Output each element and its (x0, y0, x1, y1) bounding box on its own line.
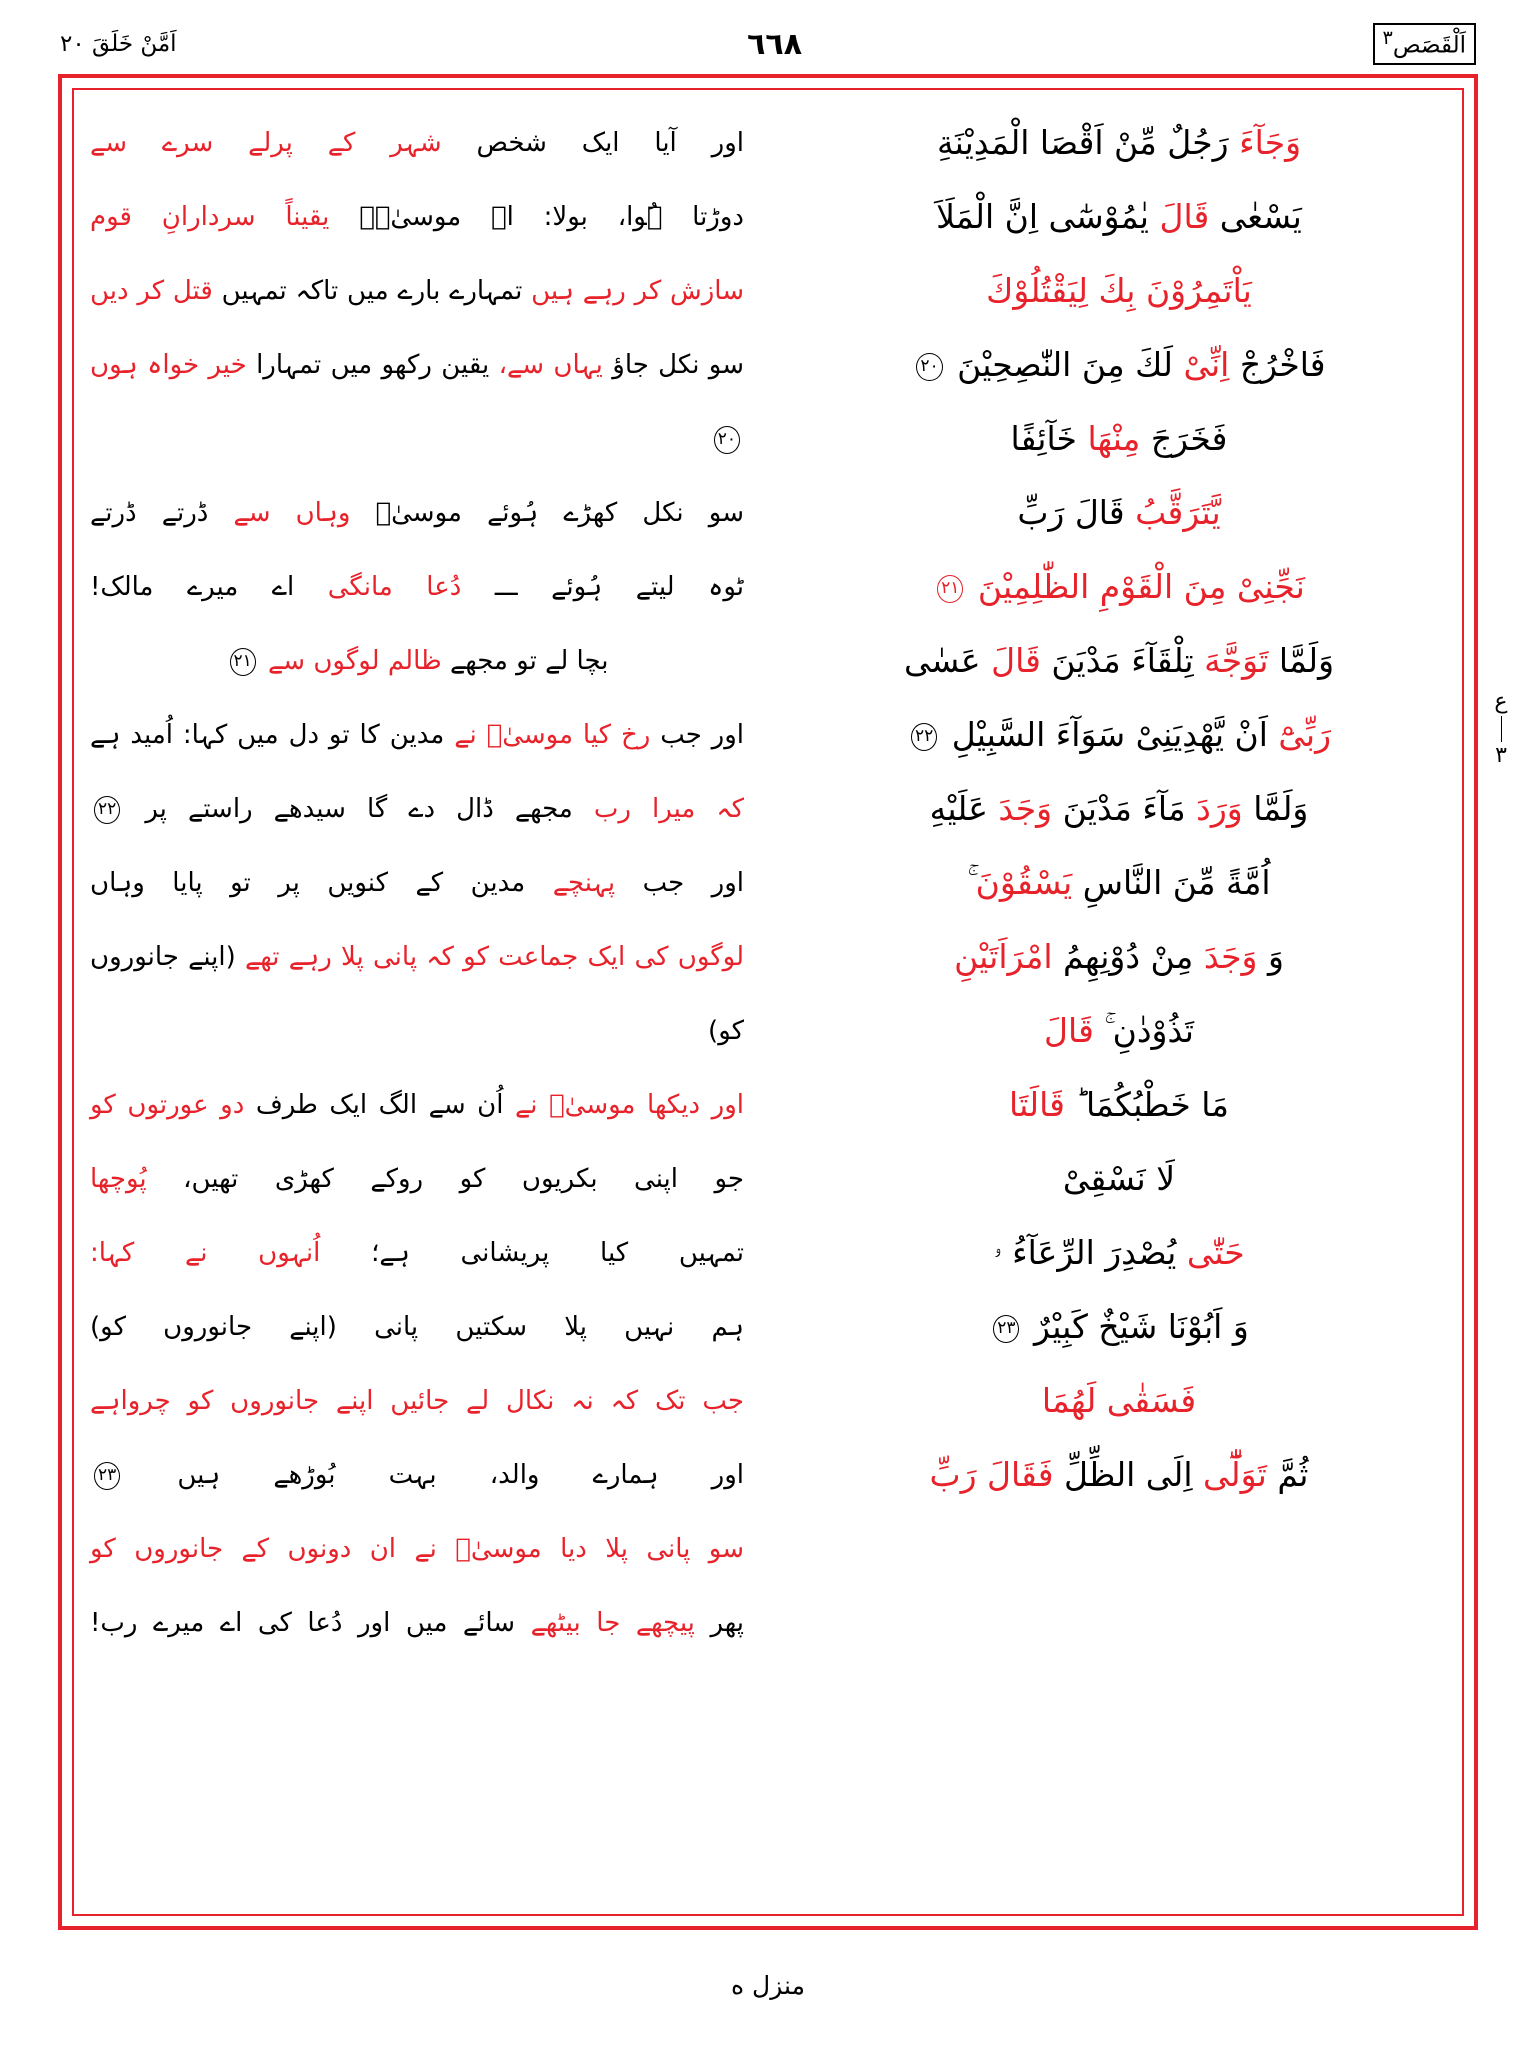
text-segment: قَالَ (1159, 197, 1210, 236)
translation-line (90, 254, 744, 328)
text-segment: ظالم لوگوں سے (268, 646, 442, 676)
urdu-translation-column (76, 96, 768, 1908)
text-segment: مجھے ڈال دے گا سیدھے راستے پر (145, 794, 573, 824)
text-segment: حَتّٰى (1186, 1233, 1245, 1272)
text-segment: قَالَ رَبِّ (1017, 493, 1125, 532)
ayah-number-badge: ٢٢ (911, 723, 937, 751)
text-segment: پھر (710, 1608, 745, 1638)
text-segment: يَاْتَمِرُوْنَ بِكَ لِيَقْتُلُوْكَ (986, 271, 1252, 310)
text-segment: سائے میں اور دُعا کی (257, 1608, 516, 1638)
text-segment: لَا نَسْقِىْ (1062, 1159, 1176, 1198)
translation-line (90, 1142, 744, 1216)
text-segment: دوڑتا ہُوا، بولا: اے موسیٰؑ۔ (359, 202, 744, 232)
text-segment: ثُمَّ (1277, 1455, 1309, 1494)
text-segment: دُعا مانگی (327, 572, 462, 602)
ayah-line (792, 328, 1446, 402)
text-segment: قَالَتَا (1009, 1085, 1065, 1124)
text-segment: تَوَلّٰٓى (1203, 1455, 1267, 1494)
text-segment: ۥ (993, 1233, 1002, 1272)
text-segment: تمہیں کیا پریشانی ہے؛ (371, 1238, 745, 1268)
text-segment: اور دیکھا موسیٰؑ نے (515, 1090, 744, 1120)
text-segment: يَسْقُوْنَ (975, 863, 1073, 902)
translation-line (90, 1364, 744, 1438)
text-segment: فَقَالَ رَبِّ (929, 1455, 1054, 1494)
text-segment: امْرَاَتَيْنِ (954, 937, 1053, 976)
ayah-number-badge: ٢١ (230, 648, 256, 676)
text-segment: اے میرے رب! (90, 1608, 243, 1638)
text-segment: خَآئِفًا (1010, 419, 1077, 458)
ayah-number-badge: ٢١ (937, 575, 963, 603)
ayah-line (792, 698, 1446, 772)
text-segment: وہاں سے (233, 498, 351, 528)
text-segment: سازش کر رہے ہیں (531, 276, 745, 306)
ayah-line (792, 476, 1446, 550)
text-segment: نَجِّنِىْ مِنَ الْقَوْمِ الظّٰلِمِيْنَ (977, 567, 1305, 606)
text-columns (76, 96, 1460, 1908)
text-segment: جو اپنی بکریوں کو روکے کھڑی تھیں، (183, 1164, 744, 1194)
text-segment: فَاخْرُجْ (1239, 345, 1326, 384)
ayah-line (792, 1068, 1446, 1142)
text-segment: سو پانی پلا دیا موسیٰؑ نے (414, 1534, 745, 1564)
ruku-marker-label: ع (1494, 689, 1508, 714)
text-segment: فَسَقٰى لَهُمَا (1041, 1381, 1197, 1420)
ayah-number-badge: ٢٠ (916, 353, 942, 381)
text-segment: يٰمُوْسٰٓى اِنَّ الْمَلَاَ (936, 197, 1149, 236)
text-segment: تَذُوْدٰنِ (1112, 1011, 1194, 1050)
ayah-line (792, 254, 1446, 328)
text-segment: یقیناً سردارانِ قوم (90, 202, 330, 232)
text-segment: ٹوہ لیتے ہُوئے ـــ (494, 572, 744, 602)
ruku-marker (1484, 690, 1518, 768)
text-segment: قَالَ (1044, 1011, 1094, 1050)
text-segment: قَالَ (991, 641, 1041, 680)
text-segment: فَخَرَجَ (1150, 419, 1228, 458)
text-segment: تَوَجَّهَ (1204, 641, 1269, 680)
ayah-line (792, 402, 1446, 476)
text-segment: يَسْعٰى (1219, 197, 1302, 236)
text-segment: تمہارے بارے میں تاکہ تمہیں (221, 276, 523, 306)
text-segment: اَنْ يَّهْدِيَنِىْ سَوَآءَ السَّبِيْلِ (951, 715, 1268, 754)
ayah-number-badge: ٢٢ (94, 796, 120, 824)
text-segment: ان دونوں کے جانوروں کو (90, 1534, 397, 1564)
arabic-column (768, 96, 1460, 1908)
text-segment: تِلْقَآءَ مَدْيَنَ (1051, 641, 1194, 680)
text-segment: شہر کے پرلے سرے سے (90, 128, 442, 158)
surah-marker-suffix: ٣ (1382, 26, 1393, 50)
page-header (60, 18, 1476, 70)
translation-line (90, 1290, 744, 1364)
translation-line (90, 1512, 744, 1586)
text-segment: مِنْهَا (1087, 419, 1141, 458)
text-segment: اُمید ہے (90, 720, 174, 750)
text-segment: ہم نہیں پلا سکتیں پانی (اپنے جانوروں کو) (90, 1312, 744, 1342)
text-segment: رخ کیا موسیٰؑ نے (454, 720, 651, 750)
ayah-line (792, 846, 1446, 920)
text-segment: وَلَمَّا (1278, 641, 1335, 680)
text-segment: وَجَآءَ (1239, 123, 1302, 162)
page-number: ٦٦٨ (747, 26, 803, 62)
translation-line (90, 772, 744, 846)
translation-line (90, 180, 744, 254)
ayah-number-badge: ٢٣ (993, 1315, 1019, 1343)
text-segment: اور جب (660, 720, 745, 750)
text-segment: وَجَدَ (1203, 937, 1258, 976)
text-segment: مدین کا تو دل میں کہا: (182, 720, 445, 750)
text-segment: پُوچھا (90, 1164, 147, 1194)
text-segment: رَبِّىْٓ (1278, 715, 1332, 754)
text-segment: بچا لے تو مجھے (449, 646, 609, 676)
ayah-line (792, 624, 1446, 698)
text-segment: قتل کر دیں (90, 276, 213, 306)
translation-line (90, 1438, 744, 1512)
text-segment: لَكَ مِنَ النّٰصِحِيْنَ (957, 345, 1173, 384)
text-segment: اور آیا ایک شخص (476, 128, 744, 158)
text-segment: اِلَى الظِّلِّ (1064, 1455, 1193, 1494)
text-segment: دو عورتوں کو (90, 1090, 245, 1120)
ayah-number-badge: ٢٠ (714, 426, 740, 454)
ruku-marker-sub: ٣ (1495, 743, 1507, 769)
surah-name: اَلْقَصَص (1392, 32, 1466, 59)
text-segment: اُمَّةً مِّنَ النَّاسِ (1082, 863, 1271, 902)
text-segment: وَلَمَّا (1253, 789, 1309, 828)
ayah-line (792, 550, 1446, 624)
ayah-line (792, 920, 1446, 994)
text-segment: يَّتَرَقَّبُ (1135, 493, 1221, 532)
ayah-line (792, 180, 1446, 254)
ayah-line (792, 994, 1446, 1068)
ayah-line (792, 772, 1446, 846)
text-segment: (اپنے جانوروں کو) (90, 942, 744, 1046)
translation-line (90, 1586, 744, 1660)
text-segment: کہ میرا رب (593, 794, 745, 824)
translation-line (90, 846, 744, 920)
text-segment: اُن سے الگ ایک طرف (255, 1090, 504, 1120)
ayah-line (792, 1216, 1446, 1290)
text-segment: لوگوں کی ایک جماعت کو کہ پانی پلا رہے تھے (245, 942, 744, 972)
text-segment: اے میرے مالک! (90, 572, 295, 602)
text-segment: رَجُلٌ مِّنْ اَقْصَا الْمَدِيْنَةِ (936, 123, 1229, 162)
translation-line (90, 1216, 744, 1290)
text-segment: اور جب (642, 868, 745, 898)
text-segment: اُنہوں نے کہا: (90, 1238, 321, 1268)
translation-line (90, 328, 744, 476)
text-segment: پہنچے (552, 868, 616, 898)
text-segment: مَآءَ مَدْيَنَ (1062, 789, 1186, 828)
text-segment: یقین رکھو میں تمہارا (256, 350, 490, 380)
text-segment: پیچھے جا بیٹھے (530, 1608, 695, 1638)
translation-line (90, 476, 744, 550)
text-segment: مَا خَطْبُكُمَا (1085, 1085, 1229, 1124)
surah-name-box (1373, 23, 1476, 65)
translation-line (90, 106, 744, 180)
text-segment: وَجَدَ (998, 789, 1053, 828)
text-segment: وَ (1268, 937, 1284, 976)
juz-label: اَمَّنْ خَلَقَ ٢٠ (60, 31, 177, 57)
text-segment: اور ہمارے والد، بہت بُوڑھے ہیں (177, 1460, 744, 1490)
text-segment: يُصْدِرَ الرِّعَآءُ (1012, 1233, 1177, 1272)
ayah-line (792, 1364, 1446, 1438)
ruku-marker-divider (1501, 716, 1502, 742)
text-segment: عَلَيْهِ (929, 789, 988, 828)
text-segment: یہاں سے، (498, 350, 603, 380)
text-segment: وَرَدَ (1196, 789, 1243, 828)
translation-line (90, 698, 744, 772)
translation-line (90, 550, 744, 624)
ayah-line (792, 1438, 1446, 1512)
text-segment: سو نکل کھڑے ہُوئے موسیٰؑ (375, 498, 745, 528)
text-segment: اِنِّىْ (1183, 345, 1230, 384)
text-segment: جب تک کہ نہ نکال لے جائیں اپنے جانوروں کو چرواہے (90, 1386, 744, 1416)
text-segment: عَسٰى (903, 641, 981, 680)
translation-line (90, 920, 744, 1068)
translation-line (90, 624, 744, 698)
text-segment: مدین کے کنویں پر تو پایا وہاں (90, 868, 526, 898)
ayah-line (792, 1290, 1446, 1364)
text-segment: سو نکل جاؤ (612, 350, 745, 380)
text-segment: ڈرتے ڈرتے (90, 498, 209, 528)
page-footer: منزل ه (731, 1971, 805, 2000)
ayah-line (792, 106, 1446, 180)
ayah-line (792, 1142, 1446, 1216)
text-segment: مِنْ دُوْنِهِمُ (1063, 937, 1194, 976)
text-segment: خیر خواہ ہوں (90, 350, 247, 380)
ayah-number-badge: ٢٣ (94, 1462, 120, 1490)
text-segment: وَ اَبُوْنَا شَيْخٌ كَبِيْرٌ (1033, 1307, 1249, 1346)
translation-line (90, 1068, 744, 1142)
